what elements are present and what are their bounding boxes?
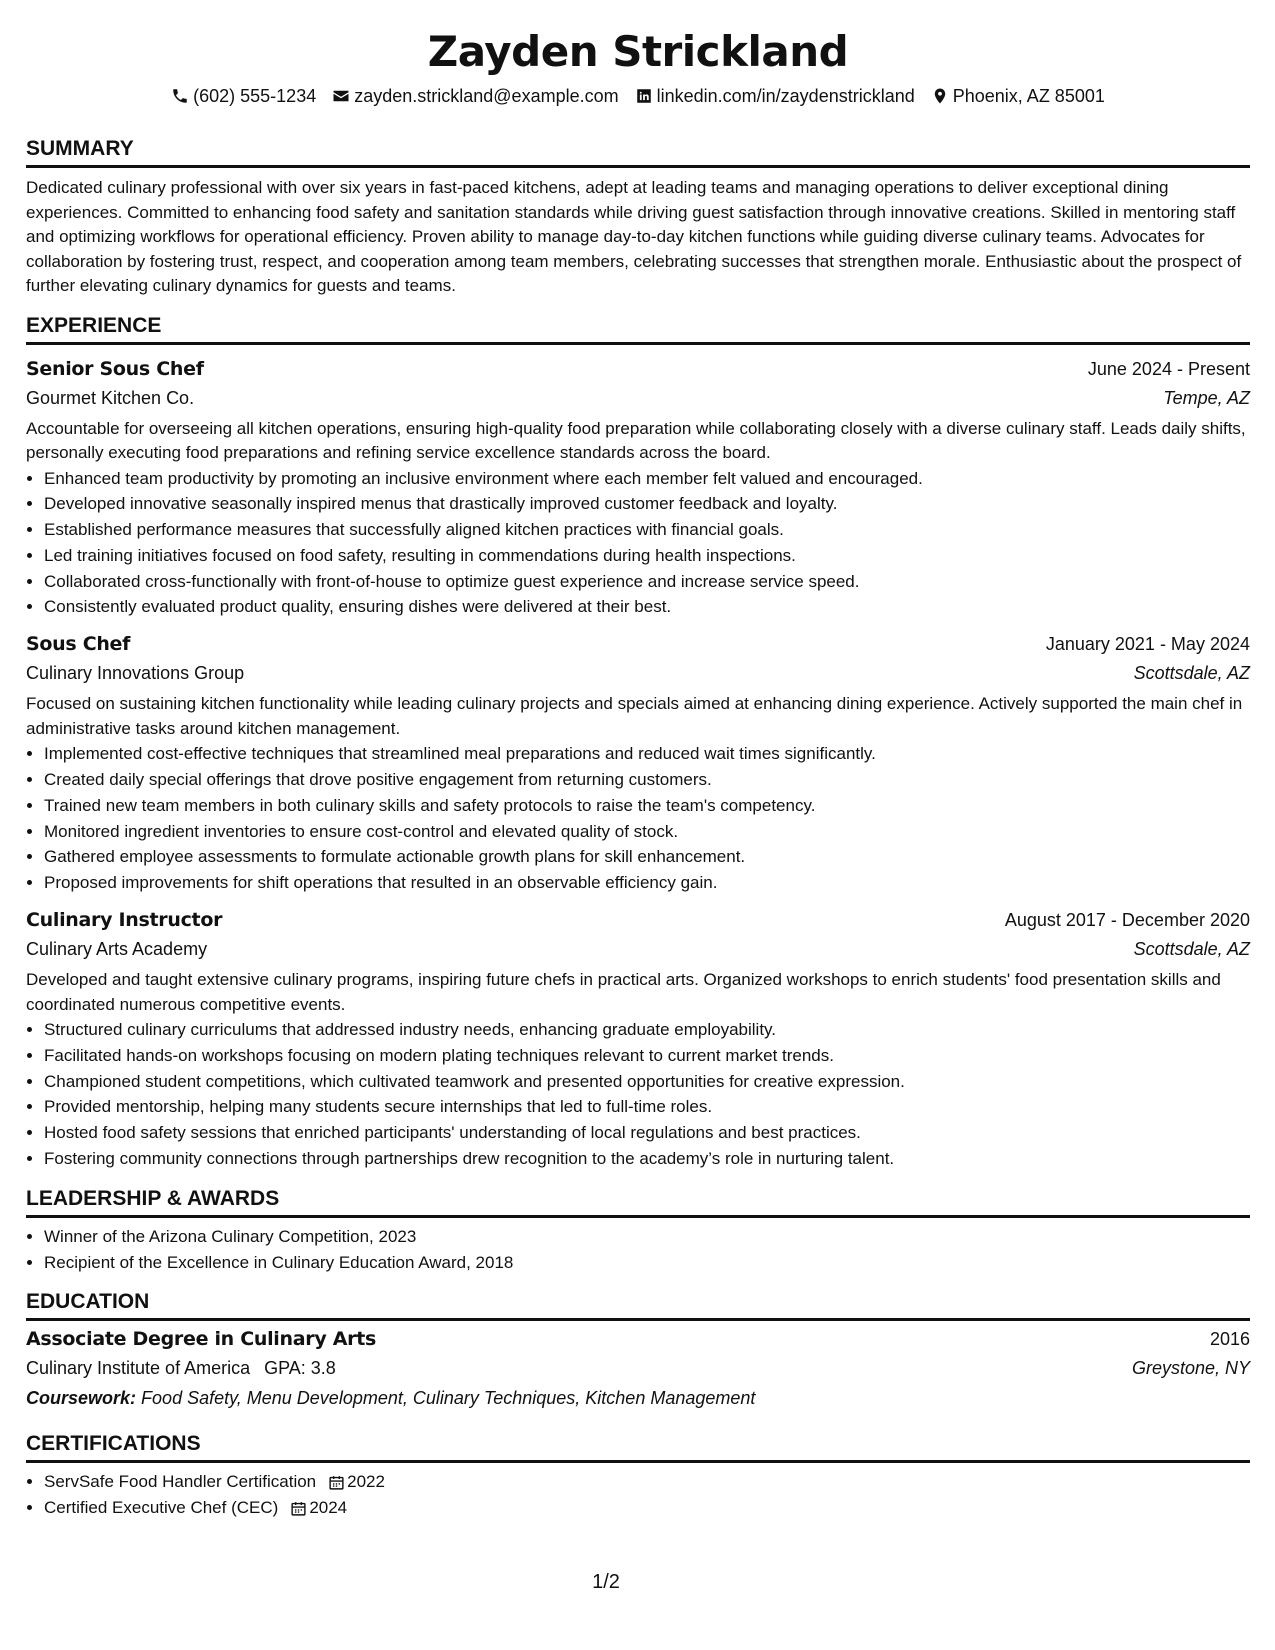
list-item: • Monitored ingredient inventories to ensure cost-control and elevated quality of stock.	[44, 819, 1250, 845]
list-item: • Consistently evaluated product quality, ensuring dishes were delivered at their best.	[44, 594, 1250, 620]
linkedin-text[interactable]: linkedin.com/in/zaydenstrickland	[656, 86, 915, 106]
list-item: • Created daily special offerings that drove positive engagement from returning customers.	[44, 767, 1250, 793]
contact-phone	[171, 84, 316, 108]
job-dates: January 2021 - May 2024	[1045, 634, 1250, 655]
coursework-line	[26, 1383, 1250, 1413]
candidate-name: Zayden Strickland	[427, 27, 849, 76]
certifications-list	[26, 1469, 1250, 1521]
coursework-text: Food Safety, Menu Development, Culinary Techniques, Kitchen Management	[141, 1388, 756, 1409]
job-entry	[26, 630, 1250, 896]
job-company: Culinary Arts Academy	[26, 939, 208, 960]
calendar-icon	[290, 1500, 307, 1517]
job-location: Scottsdale, AZ	[1133, 663, 1250, 684]
cert-name: • Certified Executive Chef (CEC)	[44, 1498, 279, 1518]
cert-year: 2024	[309, 1498, 348, 1518]
experience-section	[26, 313, 1250, 1172]
school-name: Culinary Institute of America	[26, 1358, 251, 1379]
list-item: • Facilitated hands-on workshops focusing on modern plating techniques relevant to current market trends.	[44, 1043, 1250, 1069]
phone-text: (602) 555-1234	[193, 86, 317, 106]
awards-list	[26, 1224, 1250, 1276]
contact-email[interactable]	[332, 84, 618, 108]
location-text: Phoenix, AZ 85001	[952, 86, 1105, 106]
page-number: 1/2	[592, 1571, 620, 1593]
list-item: • Gathered employee assessments to formulate actionable growth plans for skill enhancement.	[44, 844, 1250, 870]
education-section	[26, 1289, 1250, 1413]
job-entry	[26, 355, 1250, 621]
job-company: Gourmet Kitchen Co.	[26, 387, 195, 408]
map-pin-icon	[931, 87, 949, 105]
list-item: • Hosted food safety sessions that enriched participants' understanding of local regulations and best practices.	[44, 1120, 1250, 1146]
calendar-icon	[328, 1474, 345, 1491]
list-item: • Enhanced team productivity by promoting an inclusive environment where each member felt valued and encouraged.	[44, 466, 1250, 492]
job-title: Culinary Instructor	[26, 909, 223, 932]
phone-icon	[171, 87, 189, 105]
education-year: 2016	[1209, 1329, 1250, 1350]
contact-linkedin[interactable]	[635, 84, 915, 108]
degree-title: Associate Degree in Culinary Arts	[26, 1328, 377, 1351]
job-company: Culinary Innovations Group	[26, 663, 245, 684]
job-dates: August 2017 - December 2020	[1004, 910, 1250, 931]
cert-name: • ServSafe Food Handler Certification	[44, 1472, 317, 1492]
section-title-certifications: CERTIFICATIONS	[26, 1431, 1250, 1463]
list-item: • Trained new team members in both culinary skills and safety protocols to raise the team's competency.	[44, 793, 1250, 819]
resume-page	[26, 20, 1250, 1521]
certifications-section	[26, 1431, 1250, 1521]
contact-location	[931, 84, 1105, 108]
education-school-line	[26, 1353, 336, 1383]
job-description: Accountable for overseeing all kitchen operations, ensuring high-quality food preparation while collaborating closely with a diverse culinary staff. Leads daily shifts, personally executing food preparations and refining service excellence standards across the board.	[26, 418, 1246, 462]
list-item	[44, 1469, 1250, 1495]
summary-text: Dedicated culinary professional with over six years in fast-paced kitchens, adept at leading teams and managing operations to deliver exceptional dining experiences. Committed to enhancing food safety and sanitation standards while driving guest satisfaction through innovative creations. Skilled in mentoring staff and optimizing workflows for operational efficiency. Proven ability to manage day-to-day kitchen functions while guiding diverse culinary teams. Advocates for collaboration by fostering trust, respect, and cooperation among team members, celebrating successes that strengthen morale. Enthusiastic about the prospect of further elevating culinary dynamics for guests and teams.	[26, 178, 1242, 295]
education-location: Greystone, NY	[1131, 1358, 1250, 1379]
list-item: • Structured culinary curriculums that addressed industry needs, enhancing graduate employability.	[44, 1017, 1250, 1043]
job-bullets	[26, 466, 1250, 621]
job-location: Tempe, AZ	[1163, 387, 1250, 408]
list-item	[44, 1495, 1250, 1521]
list-item: • Proposed improvements for shift operations that resulted in an observable efficiency gain.	[44, 870, 1250, 896]
job-title: Senior Sous Chef	[26, 357, 204, 380]
envelope-icon	[332, 87, 350, 105]
job-description: Focused on sustaining kitchen functionality while leading culinary projects and specials aimed at enhancing dining experience. Actively supported the main chef in administrative tasks around kitchen management.	[26, 694, 1243, 738]
list-item: • Winner of the Arizona Culinary Competition, 2023	[44, 1224, 1250, 1250]
job-description: Developed and taught extensive culinary programs, inspiring future chefs in practical arts. Organized workshops to enrich students' food presentation skills and coordinated numerous competitive events.	[26, 970, 1221, 1014]
list-item: • Implemented cost-effective techniques that streamlined meal preparations and reduced wait times significantly.	[44, 741, 1250, 767]
job-bullets	[26, 741, 1250, 896]
job-title: Sous Chef	[26, 633, 131, 656]
section-title-summary: SUMMARY	[26, 136, 1250, 168]
cert-year: 2022	[347, 1472, 385, 1492]
section-title-experience: EXPERIENCE	[26, 313, 1250, 345]
list-item: • Established performance measures that successfully aligned kitchen practices with financial goals.	[44, 517, 1250, 543]
list-item: • Recipient of the Excellence in Culinary Education Award, 2018	[44, 1250, 1250, 1276]
job-dates: June 2024 - Present	[1087, 358, 1250, 379]
section-title-leadership: LEADERSHIP & AWARDS	[26, 1186, 1250, 1218]
list-item: • Led training initiatives focused on food safety, resulting in commendations during health inspections.	[44, 543, 1250, 569]
linkedin-icon	[635, 87, 653, 105]
list-item: • Developed innovative seasonally inspired menus that drastically improved customer feedback and loyalty.	[44, 491, 1250, 517]
email-text[interactable]: zayden.strickland@example.com	[354, 86, 619, 106]
leadership-section	[26, 1186, 1250, 1276]
coursework-label: Coursework:	[26, 1388, 137, 1409]
job-bullets	[26, 1017, 1250, 1172]
list-item: • Provided mentorship, helping many students secure internships that led to full-time roles.	[44, 1094, 1250, 1120]
list-item: • Fostering community connections through partnerships drew recognition to the academy’s role in nurturing talent.	[44, 1146, 1250, 1172]
gpa: GPA: 3.8	[264, 1358, 336, 1379]
job-location: Scottsdale, AZ	[1133, 939, 1250, 960]
list-item: • Championed student competitions, which cultivated teamwork and presented opportunities for creative expression.	[44, 1069, 1250, 1095]
section-title-education: EDUCATION	[26, 1289, 1250, 1321]
job-entry	[26, 906, 1250, 1172]
contact-bar	[26, 84, 1250, 108]
list-item: • Collaborated cross-functionally with front-of-house to optimize guest experience and increase service speed.	[44, 569, 1250, 595]
summary-section	[26, 136, 1250, 299]
